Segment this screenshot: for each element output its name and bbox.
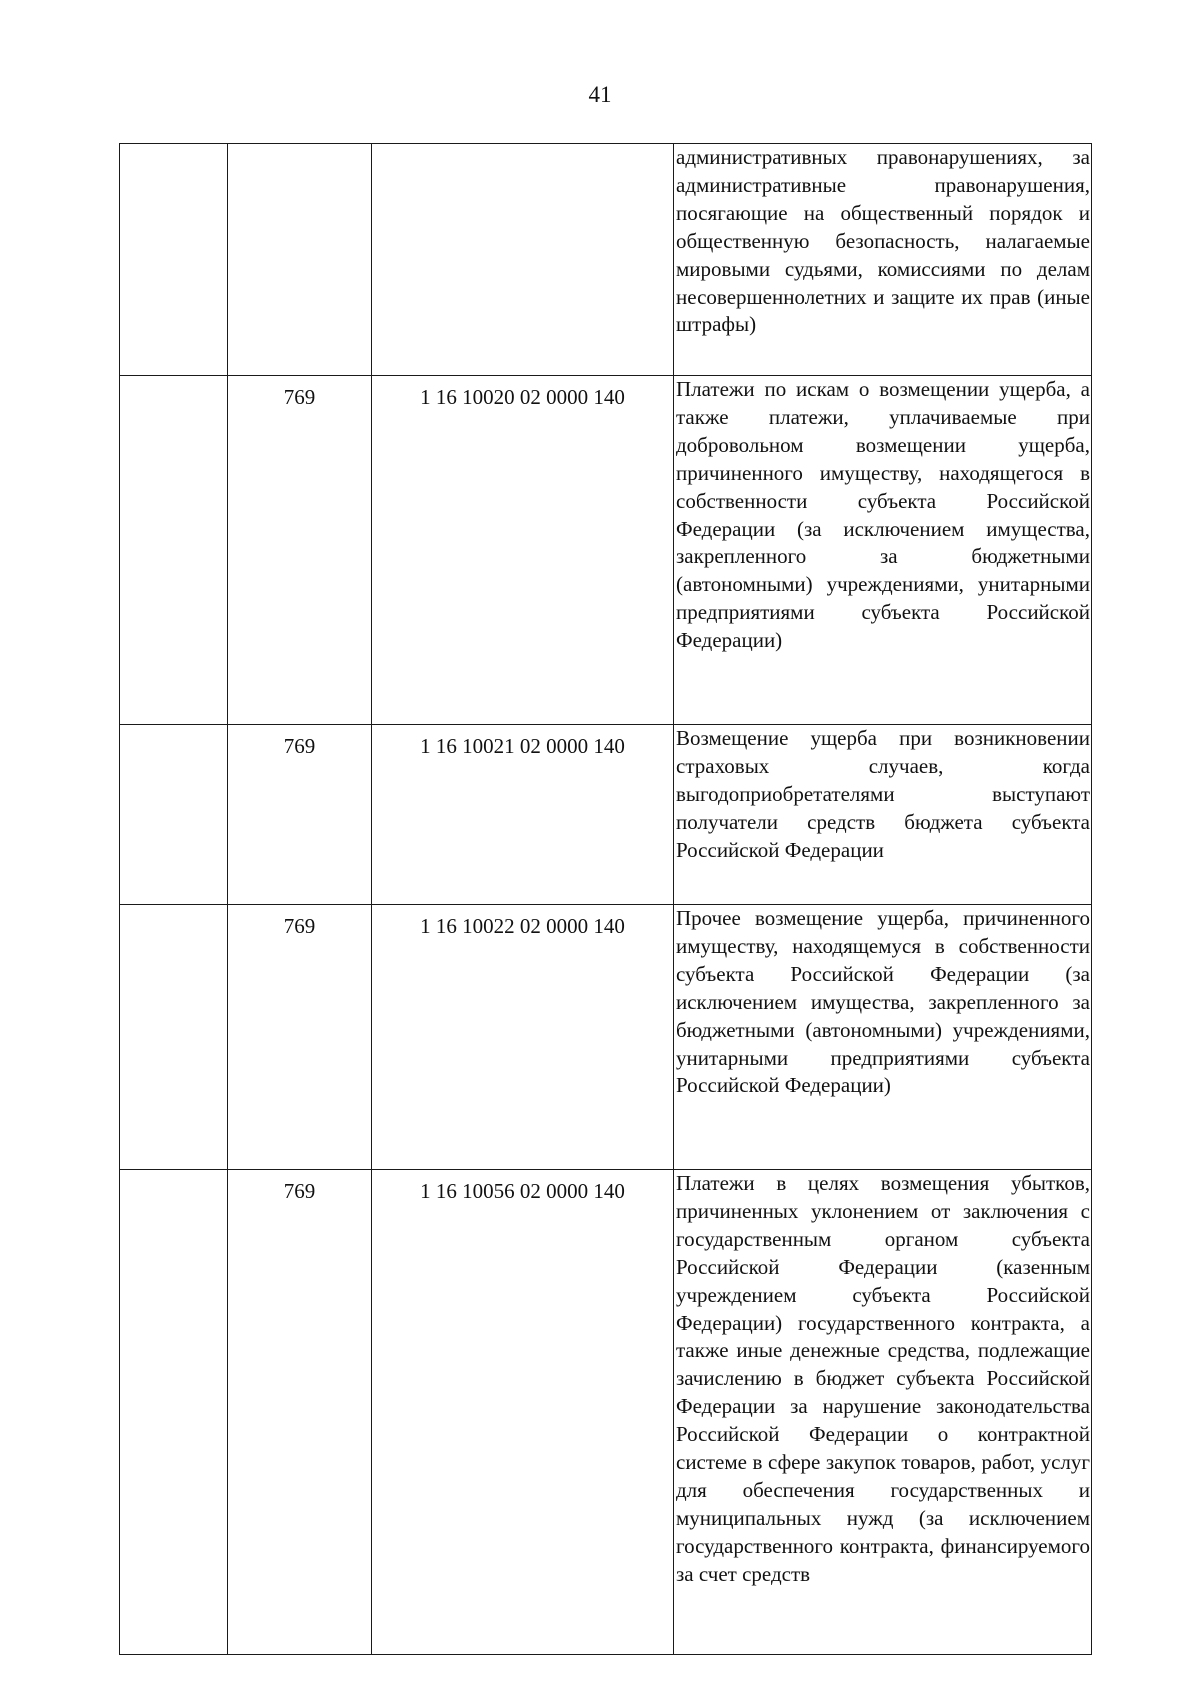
table-row [120, 1170, 1092, 1655]
admin-code-cell: 769 [228, 1170, 372, 1655]
admin-code-cell: 769 [228, 725, 372, 905]
description-cell: Платежи по искам о возмещении ущерба, а также платежи, уплачиваемые при добровольном возмещении ущерба, причиненного имуществу, находящегося в собственности субъекта Российской Федерации (за исключением имущества, закрепленного за бюджетными (автономными) учреждениями, унитарными предприятиями субъекта Российской Федерации) [674, 376, 1092, 725]
description-text: Платежи в целях возмещения убытков, причиненных уклонением от заключения с государственным органом субъекта Российской Федерации (казенным учреждением субъекта Российской Федерации) государственного контракта, а также иные денежные средства, подлежащие зачислению в бюджет субъекта Российской Федерации за нарушение законодательства Российской Федерации о контрактной системе в сфере закупок товаров, работ, услуг для обеспечения государственных и муниципальных нужд (за исключением государственного контракта, финансируемого за счет средств [676, 1171, 1090, 1586]
row-number-cell [120, 725, 228, 905]
admin-code-cell: 769 [228, 905, 372, 1170]
row-number-cell [120, 376, 228, 725]
description-cell: Прочее возмещение ущерба, причиненного имуществу, находящемуся в собственности субъекта Российской Федерации (за исключением имущества, закрепленного за бюджетными (автономными) учреждениями, унитарными предприятиями субъекта Российской Федерации) [674, 905, 1092, 1170]
budget-code-cell [372, 144, 674, 376]
row-number-cell [120, 1170, 228, 1655]
budget-code-cell: 1 16 10056 02 0000 140 [372, 1170, 674, 1655]
table-row [120, 144, 1092, 376]
admin-code-cell: 769 [228, 376, 372, 725]
budget-code-cell: 1 16 10021 02 0000 140 [372, 725, 674, 905]
budget-revenue-table [119, 143, 1092, 1655]
page-number: 41 [588, 82, 612, 107]
description-cell [674, 1170, 1092, 1655]
table-row [120, 905, 1092, 1170]
table-row [120, 376, 1092, 725]
row-number-cell [120, 905, 228, 1170]
budget-code-cell: 1 16 10020 02 0000 140 [372, 376, 674, 725]
description-cell: Возмещение ущерба при возникновении страховых случаев, когда выгодоприобретателями выступают получатели средств бюджета субъекта Российской Федерации [674, 725, 1092, 905]
row-number-cell [120, 144, 228, 376]
budget-code-cell: 1 16 10022 02 0000 140 [372, 905, 674, 1170]
description-cell: административных правонарушениях, за административные правонарушения, посягающие на общественный порядок и общественную безопасность, налагаемые мировыми судьями, комиссиями по делам несовершеннолетних и защите их прав (иные штрафы) [674, 144, 1092, 376]
admin-code-cell [228, 144, 372, 376]
table-row [120, 725, 1092, 905]
